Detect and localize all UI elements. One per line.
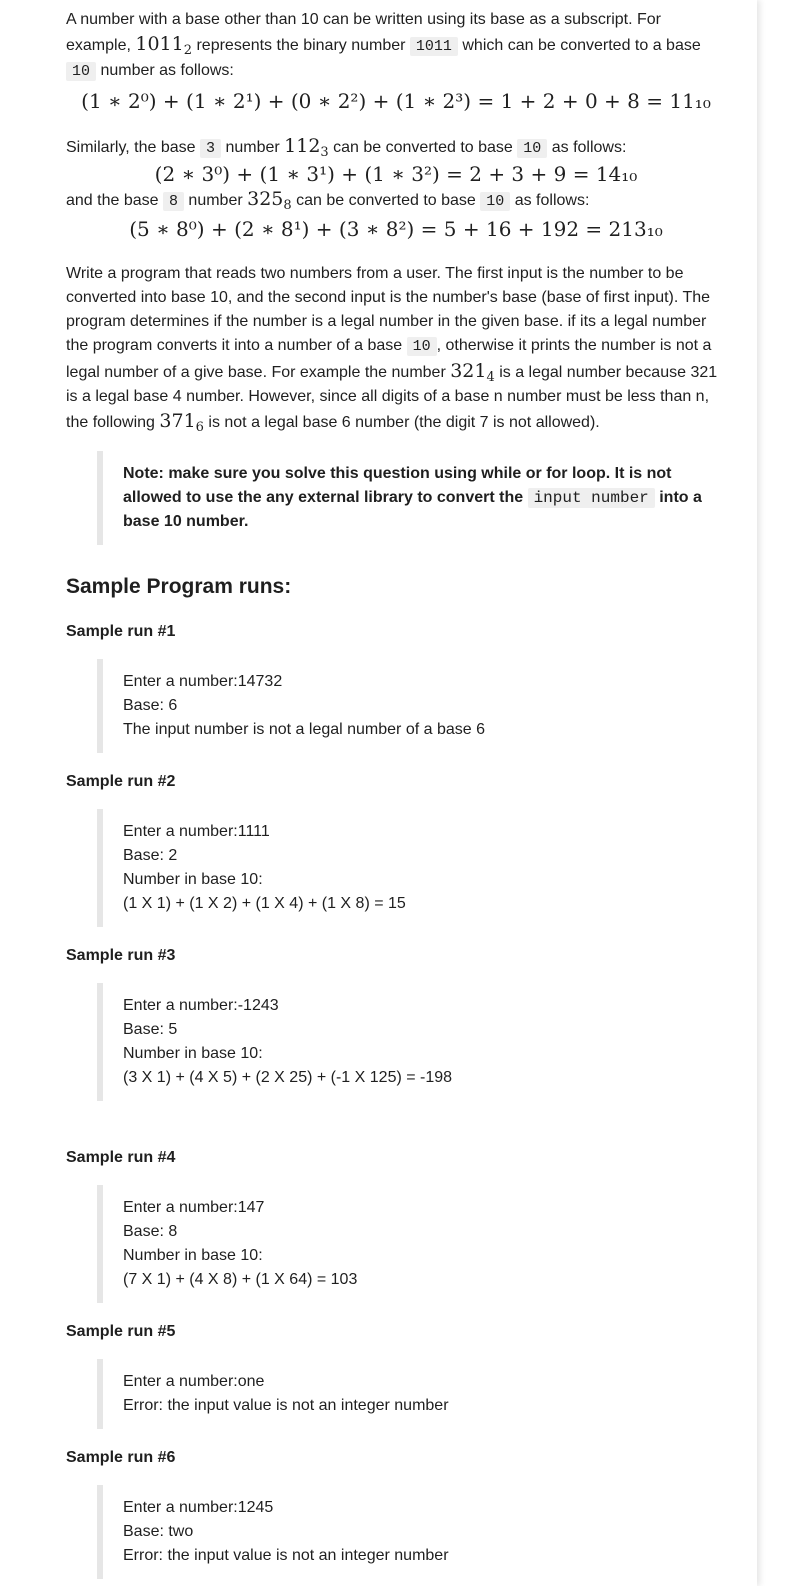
output-line: (7 X 1) + (4 X 8) + (1 X 64) = 103 <box>123 1271 358 1288</box>
output-line: Enter a number:-1243 <box>123 997 279 1014</box>
math-legal-example <box>450 360 495 385</box>
inline-code: 10 <box>517 139 547 158</box>
math-base8-example <box>247 188 292 213</box>
math-illegal-example <box>159 410 204 435</box>
paragraph-text: as follows: <box>547 139 627 156</box>
sample-runs-heading: Sample Program runs: <box>66 575 292 598</box>
similar-paragraph <box>66 134 726 161</box>
sample-run-output <box>97 659 726 753</box>
output-line: Number in base 10: <box>123 1247 263 1264</box>
output-line: Base: 2 <box>123 847 178 864</box>
note-blockquote <box>97 451 726 545</box>
sample-run-title: Sample run #2 <box>66 773 176 790</box>
inline-code: 8 <box>163 192 184 211</box>
equation-3 <box>66 214 726 244</box>
sample-run-title: Sample run #4 <box>66 1149 176 1166</box>
output-line: Error: the input value is not an integer number <box>123 1547 449 1564</box>
math-subscript: 4 <box>486 370 495 385</box>
note-text: into a base 10 number. <box>123 489 702 530</box>
sample-run-output <box>97 809 726 927</box>
math-base3-example <box>284 135 329 160</box>
paragraph-text: is not a legal base 6 number (the digit 7 is not allowed). <box>203 414 600 431</box>
inline-code: 10 <box>480 192 510 211</box>
math-number: 1011 <box>135 33 184 55</box>
intro-text: which can be converted to a base <box>457 37 701 54</box>
base8-paragraph <box>66 187 726 214</box>
math-subscript: 6 <box>195 420 204 435</box>
output-line: (3 X 1) + (4 X 5) + (2 X 25) + (-1 X 125) = -198 <box>123 1069 453 1086</box>
paragraph-text: and the base <box>66 192 163 209</box>
inline-code: 1011 <box>410 37 458 56</box>
output-line: Enter a number:1245 <box>123 1499 274 1516</box>
output-line: (1 X 1) + (1 X 2) + (1 X 4) + (1 X 8) = 15 <box>123 895 406 912</box>
intro-text: number as follows: <box>96 62 234 79</box>
paragraph-text: can be converted to base <box>291 192 481 209</box>
equation-2 <box>66 161 726 187</box>
sample-run-output <box>97 983 726 1101</box>
math-binary-example <box>135 33 193 58</box>
equation-1 <box>66 86 726 116</box>
inline-code: 3 <box>200 139 221 158</box>
inline-code: input number <box>528 488 655 508</box>
output-line: Base: 6 <box>123 697 178 714</box>
output-line: Error: the input value is not an integer number <box>123 1397 449 1414</box>
output-line: Number in base 10: <box>123 1045 263 1062</box>
math-number: 321 <box>450 360 487 382</box>
output-line: Enter a number:147 <box>123 1199 265 1216</box>
paragraph-text: can be converted to base <box>328 139 518 156</box>
output-line: Enter a number:one <box>123 1373 265 1390</box>
equation-3-text: (5 ∗ 8⁰) + (2 ∗ 8¹) + (3 ∗ 8²) = 5 + 16 + 192 = 213₁₀ <box>129 217 663 241</box>
paragraph-text: number <box>183 192 248 209</box>
paragraph-text: Similarly, the base <box>66 139 200 156</box>
output-line: Base: 8 <box>123 1223 178 1240</box>
equation-2-text: (2 ∗ 3⁰) + (1 ∗ 3¹) + (1 ∗ 3²) = 2 + 3 + 9 = 14₁₀ <box>154 162 638 186</box>
paragraph-text: Write a program that reads two numbers from a user. The first input is the number to be converted into base 10, and the second input is the number's base (base of first input). The program determines if the number is a legal number in the given base. if its a legal number the program converts it into a number of a base <box>66 265 711 354</box>
intro-paragraph <box>66 8 726 84</box>
equation-1-text: (1 ∗ 2⁰) + (1 ∗ 2¹) + (0 ∗ 2²) + (1 ∗ 2³) = 1 + 2 + 0 + 8 = 11₁₀ <box>81 89 711 113</box>
inline-code: 10 <box>407 337 437 356</box>
sample-run-title: Sample run #5 <box>66 1323 176 1340</box>
math-number: 325 <box>247 188 284 210</box>
output-line: The input number is not a legal number of a base 6 <box>123 721 485 738</box>
output-line: Number in base 10: <box>123 871 263 888</box>
intro-text: A number with a base other than 10 can be written using its base as a subscript. For example, <box>66 11 661 54</box>
output-line: Base: two <box>123 1523 194 1540</box>
math-subscript: 3 <box>320 145 329 160</box>
note-text: Note: make sure you solve this question using while or for loop. It is not allowed to use the any external library to convert the <box>123 465 672 506</box>
inline-code: 10 <box>66 62 96 81</box>
intro-text: represents the binary number <box>192 37 410 54</box>
math-subscript: 8 <box>283 198 292 213</box>
paragraph-text: is a legal number because 321 is a legal base 4 number. However, since all digits of a base n number must be less than n, the following <box>66 364 718 431</box>
document-content <box>66 8 726 1579</box>
sample-run-output <box>97 1185 726 1303</box>
paragraph-text: number <box>221 139 285 156</box>
math-subscript: 2 <box>183 43 193 58</box>
sample-run-title: Sample run #6 <box>66 1449 176 1466</box>
sample-run-output <box>97 1485 726 1579</box>
sample-run-output <box>97 1359 726 1429</box>
math-number: 112 <box>284 135 321 157</box>
paragraph-text: , otherwise it prints the number is not a legal number of a give base. For example the number <box>66 337 712 381</box>
math-number: 371 <box>159 410 196 432</box>
output-line: Enter a number:14732 <box>123 673 283 690</box>
sample-run-title: Sample run #3 <box>66 947 176 964</box>
task-paragraph <box>66 262 726 435</box>
output-line: Base: 5 <box>123 1021 178 1038</box>
output-line: Enter a number:1111 <box>123 823 270 840</box>
paragraph-text: as follows: <box>510 192 590 209</box>
sample-run-title: Sample run #1 <box>66 623 176 640</box>
